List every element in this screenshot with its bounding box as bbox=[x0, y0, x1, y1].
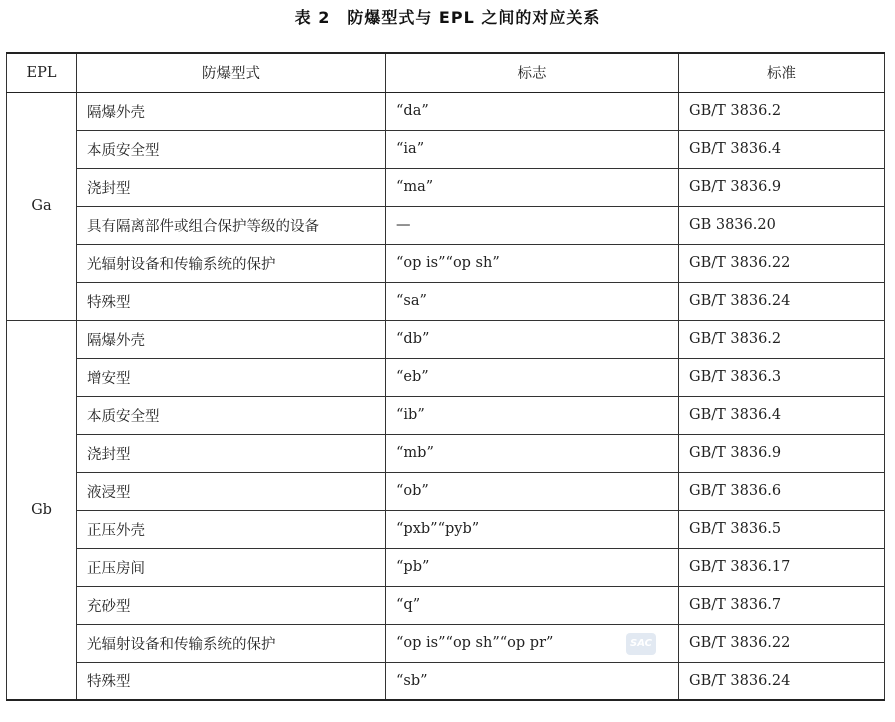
standard-cell bbox=[679, 244, 885, 282]
mark-cell bbox=[386, 662, 679, 700]
table-row bbox=[7, 624, 885, 662]
standard-cell bbox=[679, 282, 885, 320]
mark-cell bbox=[386, 206, 679, 244]
standard-cell bbox=[679, 662, 885, 700]
type-cell bbox=[77, 130, 386, 168]
type-cell-text: 本质安全型 bbox=[87, 142, 160, 159]
standard-cell bbox=[679, 206, 885, 244]
mark-cell bbox=[386, 244, 679, 282]
mark-cell-text: “ib” bbox=[396, 407, 425, 423]
mark-cell bbox=[386, 320, 679, 358]
type-cell bbox=[77, 624, 386, 662]
mark-cell-text: “da” bbox=[396, 103, 429, 119]
standard-cell-text: GB/T 3836.7 bbox=[689, 597, 782, 613]
mark-cell bbox=[386, 434, 679, 472]
standard-cell-text: GB/T 3836.3 bbox=[689, 369, 782, 385]
type-cell bbox=[77, 548, 386, 586]
mark-cell-text: “sb” bbox=[396, 672, 428, 689]
type-cell-text: 隔爆外壳 bbox=[87, 332, 145, 349]
type-cell-text: 光辐射设备和传输系统的保护 bbox=[87, 256, 276, 273]
table-caption: 表 2 防爆型式与 EPL 之间的对应关系 bbox=[294, 8, 601, 27]
type-cell-text: 正压房间 bbox=[87, 560, 145, 577]
header-row bbox=[7, 53, 885, 92]
epl-cell: Gb bbox=[7, 320, 77, 700]
type-cell bbox=[77, 434, 386, 472]
mark-cell-text: “pxb”“pyb” bbox=[396, 521, 480, 537]
mark-cell bbox=[386, 92, 679, 130]
header-epl: EPL bbox=[7, 53, 77, 92]
type-cell bbox=[77, 472, 386, 510]
standard-cell-text: GB/T 3836.17 bbox=[689, 559, 791, 575]
type-cell bbox=[77, 168, 386, 206]
standard-cell-text: GB/T 3836.9 bbox=[689, 179, 782, 195]
standard-cell bbox=[679, 320, 885, 358]
type-cell bbox=[77, 396, 386, 434]
table-row bbox=[7, 244, 885, 282]
standard-cell-text: GB/T 3836.24 bbox=[689, 293, 791, 309]
type-cell-text: 增安型 bbox=[87, 370, 131, 387]
type-cell-text: 浇封型 bbox=[87, 180, 131, 197]
standard-cell-text: GB/T 3836.2 bbox=[689, 331, 782, 347]
standard-cell-text: GB/T 3836.4 bbox=[689, 141, 782, 157]
table-row bbox=[7, 320, 885, 358]
standard-cell bbox=[679, 434, 885, 472]
standard-cell bbox=[679, 130, 885, 168]
standard-cell-text: GB/T 3836.22 bbox=[689, 255, 791, 271]
mark-cell-text: “pb” bbox=[396, 559, 430, 575]
mark-cell bbox=[386, 168, 679, 206]
mark-cell-text: “ia” bbox=[396, 141, 425, 157]
table-row bbox=[7, 92, 885, 130]
standard-cell bbox=[679, 548, 885, 586]
type-cell bbox=[77, 320, 386, 358]
type-cell-text: 特殊型 bbox=[87, 294, 131, 311]
table-row bbox=[7, 168, 885, 206]
type-cell-text: 特殊型 bbox=[87, 674, 131, 691]
mark-cell-text: “ma” bbox=[396, 179, 434, 195]
standard-cell-text: GB/T 3836.5 bbox=[689, 521, 782, 537]
type-cell bbox=[77, 510, 386, 548]
standard-cell bbox=[679, 358, 885, 396]
mark-cell bbox=[386, 624, 679, 662]
standard-cell-text: GB/T 3836.22 bbox=[689, 635, 791, 651]
mark-cell bbox=[386, 472, 679, 510]
type-cell-text: 充砂型 bbox=[87, 598, 131, 615]
table-row bbox=[7, 434, 885, 472]
standard-cell bbox=[679, 510, 885, 548]
table-body bbox=[7, 92, 885, 700]
type-cell-text: 光辐射设备和传输系统的保护 bbox=[87, 636, 276, 653]
table-row bbox=[7, 358, 885, 396]
header-type: 防爆型式 bbox=[77, 53, 386, 92]
type-cell bbox=[77, 206, 386, 244]
type-cell bbox=[77, 282, 386, 320]
type-cell-text: 正压外壳 bbox=[87, 522, 145, 539]
standard-cell bbox=[679, 396, 885, 434]
mark-cell-text: “sa” bbox=[396, 293, 427, 309]
table-row bbox=[7, 586, 885, 624]
epl-cell: Ga bbox=[7, 92, 77, 320]
standard-cell-text: GB 3836.20 bbox=[689, 217, 776, 233]
standard-cell bbox=[679, 624, 885, 662]
table-row bbox=[7, 130, 885, 168]
type-cell-text: 浇封型 bbox=[87, 446, 131, 463]
type-cell bbox=[77, 92, 386, 130]
standard-cell-text: GB/T 3836.2 bbox=[689, 103, 782, 119]
mark-cell-text: “eb” bbox=[396, 369, 429, 385]
type-cell bbox=[77, 244, 386, 282]
header-mark: 标志 bbox=[386, 53, 679, 92]
mark-cell bbox=[386, 586, 679, 624]
table-row bbox=[7, 548, 885, 586]
table-row bbox=[7, 206, 885, 244]
standard-cell bbox=[679, 168, 885, 206]
mark-cell-text: “op is”“op sh”“op pr” bbox=[396, 635, 554, 651]
mark-cell-text: — bbox=[396, 217, 411, 233]
table-row bbox=[7, 510, 885, 548]
type-cell-text: 本质安全型 bbox=[87, 408, 160, 425]
mark-cell-text: “ob” bbox=[396, 483, 429, 499]
type-cell-text: 隔爆外壳 bbox=[87, 104, 145, 121]
mark-cell bbox=[386, 130, 679, 168]
table-row bbox=[7, 472, 885, 510]
standard-cell-text: GB/T 3836.9 bbox=[689, 445, 782, 461]
mark-cell bbox=[386, 396, 679, 434]
mark-cell bbox=[386, 282, 679, 320]
table-row bbox=[7, 662, 885, 700]
mark-cell bbox=[386, 548, 679, 586]
table-row bbox=[7, 396, 885, 434]
mark-cell bbox=[386, 510, 679, 548]
type-cell bbox=[77, 662, 386, 700]
type-cell-text: 液浸型 bbox=[87, 484, 131, 501]
mark-cell-text: “mb” bbox=[396, 445, 434, 461]
mark-cell bbox=[386, 358, 679, 396]
standard-cell-text: GB/T 3836.6 bbox=[689, 483, 782, 499]
type-cell bbox=[77, 358, 386, 396]
sac-logo-watermark-icon: SAC bbox=[626, 633, 656, 655]
standard-cell bbox=[679, 586, 885, 624]
standard-cell bbox=[679, 92, 885, 130]
mark-cell-text: “db” bbox=[396, 331, 430, 347]
type-cell-text: 具有隔离部件或组合保护等级的设备 bbox=[87, 218, 319, 235]
table-row bbox=[7, 282, 885, 320]
header-standard: 标准 bbox=[679, 53, 885, 92]
standard-cell-text: GB/T 3836.24 bbox=[689, 672, 791, 689]
epl-correspondence-table bbox=[6, 52, 885, 701]
type-cell bbox=[77, 586, 386, 624]
mark-cell-text: “op is”“op sh” bbox=[396, 255, 500, 271]
mark-cell-text: “q” bbox=[396, 597, 421, 613]
standard-cell-text: GB/T 3836.4 bbox=[689, 407, 782, 423]
standard-cell bbox=[679, 472, 885, 510]
